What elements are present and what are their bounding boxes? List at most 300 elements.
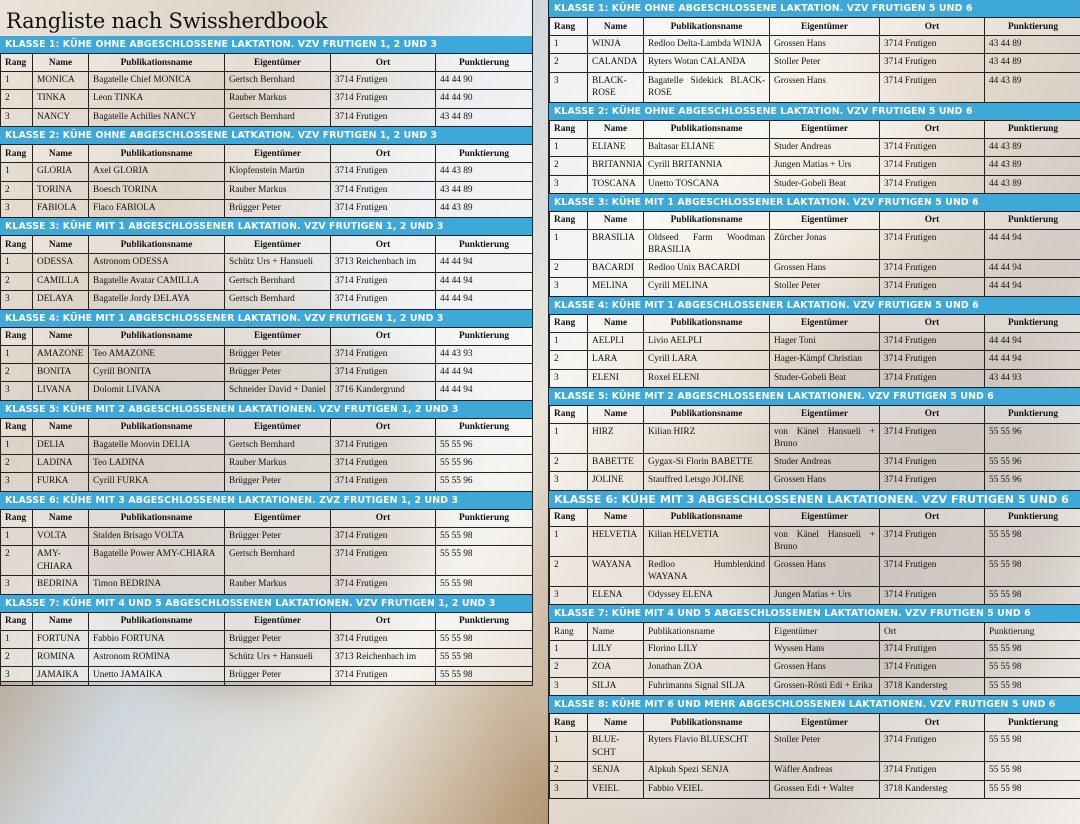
owner-header: Eigentümer — [225, 54, 331, 72]
table-row — [550, 472, 1080, 490]
rank-cell: 1 — [550, 332, 588, 350]
publication-name-cell: Leon TINKA — [89, 90, 225, 108]
location-cell: 3714 Frutigen — [880, 732, 985, 762]
score-cell: 44 43 89 — [436, 163, 533, 181]
section-title: KLASSE 7: KÜHE MIT 4 UND 5 ABGESCHLOSSENEN LAKTATIONEN. VZV FRUTIGEN 5 UND 6 — [549, 605, 1080, 622]
table-row — [1, 649, 533, 667]
owner-cell: Gertsch Bernhard — [225, 546, 331, 576]
location-header: Ort — [880, 211, 985, 229]
owner-cell: Brügger Peter — [225, 667, 331, 685]
name-header: Name — [33, 236, 89, 254]
score-cell: 55 55 96 — [985, 453, 1080, 471]
owner-cell: Schneider David + Daniel — [225, 382, 331, 400]
location-header: Ort — [331, 54, 436, 72]
table-row — [1, 546, 533, 576]
publication-name-cell: Fabbio VEIEL — [644, 780, 770, 798]
name-header: Name — [588, 18, 644, 36]
publication-name-cell: Kilian HELVETIA — [644, 526, 770, 556]
owner-cell: Schütz Urs + Hansueli — [225, 649, 331, 667]
rank-cell: 3 — [550, 586, 588, 604]
location-cell: 3714 Frutigen — [880, 229, 985, 259]
owner-cell: Brügger Peter — [225, 630, 331, 648]
publication-name-header: Publikationsname — [89, 236, 225, 254]
score-cell: 44 44 94 — [436, 272, 533, 290]
owner-header: Eigentümer — [225, 509, 331, 527]
owner-header: Eigentümer — [225, 145, 331, 163]
location-cell: 3714 Frutigen — [331, 181, 436, 199]
name-cell: HELVETIA — [588, 526, 644, 556]
owner-header: Eigentümer — [770, 623, 880, 641]
table-row — [1, 272, 533, 290]
class-section — [0, 492, 532, 595]
rank-cell: 2 — [1, 363, 33, 381]
location-cell: 3714 Frutigen — [331, 199, 436, 217]
publication-name-cell: Roxel ELENI — [644, 369, 770, 387]
name-cell: BLACK-ROSE — [588, 72, 644, 102]
publication-name-cell: Teo AMAZONE — [89, 345, 225, 363]
table-header-row — [1, 327, 533, 345]
table-row — [550, 762, 1080, 780]
rank-cell: 1 — [550, 641, 588, 659]
score-cell: 55 55 98 — [985, 556, 1080, 586]
table-header-row — [550, 623, 1080, 641]
name-header: Name — [33, 509, 89, 527]
location-cell: 3714 Frutigen — [880, 332, 985, 350]
score-cell: 55 55 98 — [436, 667, 533, 685]
location-header: Ort — [331, 418, 436, 436]
rank-cell: 1 — [1, 630, 33, 648]
owner-cell: Gertsch Bernhard — [225, 291, 331, 309]
location-cell: 3714 Frutigen — [331, 108, 436, 126]
location-cell: 3714 Frutigen — [331, 163, 436, 181]
name-cell: BABETTE — [588, 453, 644, 471]
table-header-row — [1, 612, 533, 630]
rank-cell: 2 — [550, 453, 588, 471]
publication-name-cell: Flaco FABIOLA — [89, 199, 225, 217]
publication-name-header: Publikationsname — [89, 327, 225, 345]
location-cell: 3714 Frutigen — [331, 72, 436, 90]
table-header-row — [1, 509, 533, 527]
rank-header: Rang — [1, 236, 33, 254]
ranking-table — [549, 211, 1080, 297]
owner-cell: Grossen Edi + Walter — [770, 780, 880, 798]
name-cell: ELIANE — [588, 138, 644, 156]
location-cell: 3714 Frutigen — [880, 641, 985, 659]
ranking-table — [549, 405, 1080, 491]
score-cell: 44 44 94 — [985, 332, 1080, 350]
location-cell: 3714 Frutigen — [331, 546, 436, 576]
table-header-row — [1, 145, 533, 163]
location-cell: 3714 Frutigen — [880, 278, 985, 296]
name-cell: AMAZONE — [33, 345, 89, 363]
table-row — [1, 72, 533, 90]
publication-name-cell: Cyrill FURKA — [89, 473, 225, 491]
rank-cell: 2 — [550, 259, 588, 277]
table-row — [1, 455, 533, 473]
name-cell: WAYANA — [588, 556, 644, 586]
publication-name-cell: Teo LADINA — [89, 455, 225, 473]
ranking-table — [549, 622, 1080, 696]
owner-cell: Grossen Hans — [770, 36, 880, 54]
score-cell: 55 55 98 — [985, 677, 1080, 695]
score-cell: 44 44 94 — [436, 291, 533, 309]
location-cell: 3713 Reichenbach im — [331, 254, 436, 272]
location-header: Ort — [331, 509, 436, 527]
class-section — [549, 605, 1080, 696]
rank-cell: 2 — [550, 762, 588, 780]
table-row — [550, 351, 1080, 369]
owner-cell: Grossen Hans — [770, 659, 880, 677]
location-cell: 3714 Frutigen — [880, 351, 985, 369]
publication-name-header: Publikationsname — [89, 418, 225, 436]
score-cell: 55 55 96 — [436, 436, 533, 454]
owner-cell: Zürcher Jonas — [770, 229, 880, 259]
table-row — [550, 423, 1080, 453]
publication-name-cell: Cyrill LARA — [644, 351, 770, 369]
publication-name-cell: Bagatelle Chief MONICA — [89, 72, 225, 90]
score-header: Punktierung — [985, 405, 1080, 423]
rank-header: Rang — [1, 145, 33, 163]
name-cell: ROMINA — [33, 649, 89, 667]
table-row — [550, 138, 1080, 156]
owner-cell: Studer Andreas — [770, 138, 880, 156]
location-cell: 3714 Frutigen — [880, 453, 985, 471]
rank-cell: 3 — [550, 677, 588, 695]
section-title: KLASSE 8: KÜHE MIT 6 UND MEHR ABGESCHLOSSENEN LAKTATIONEN. VZV FRUTIGEN 5 UND 6 — [549, 696, 1080, 713]
rank-header: Rang — [1, 418, 33, 436]
publication-name-cell: Bagatelle Avatar CAMILLA — [89, 272, 225, 290]
name-cell: CALANDA — [588, 54, 644, 72]
score-cell: 55 55 98 — [985, 526, 1080, 556]
name-cell: JAMAIKA — [33, 667, 89, 685]
owner-cell: Gertsch Bernhard — [225, 436, 331, 454]
score-cell: 44 43 89 — [436, 199, 533, 217]
rank-header: Rang — [550, 211, 588, 229]
name-cell: LILY — [588, 641, 644, 659]
owner-cell: von Känel Hansueli + Bruno — [770, 526, 880, 556]
class-section — [0, 218, 532, 309]
owner-cell: Grossen Hans — [770, 72, 880, 102]
class-section — [549, 491, 1080, 605]
name-header: Name — [33, 54, 89, 72]
name-cell: BLUE-SCHT — [588, 732, 644, 762]
section-title: KLASSE 2: KÜHE OHNE ABGESCHLOSSENE LATKATION. VZV FRUTIGEN 1, 2 UND 3 — [0, 127, 532, 144]
owner-cell: Stoller Peter — [770, 732, 880, 762]
class-section — [0, 310, 532, 401]
rank-header: Rang — [1, 612, 33, 630]
rank-cell: 3 — [550, 369, 588, 387]
section-title: KLASSE 4: KÜHE MIT 1 ABGESCHLOSSENER LAKTATION. VZV FRUTIGEN 1, 2 UND 3 — [0, 310, 532, 327]
score-cell: 43 44 93 — [985, 369, 1080, 387]
location-header: Ort — [880, 714, 985, 732]
table-row — [1, 576, 533, 594]
location-cell: 3714 Frutigen — [880, 138, 985, 156]
class-section — [549, 388, 1080, 491]
owner-cell: Wyssen Hans — [770, 641, 880, 659]
rank-cell: 1 — [550, 526, 588, 556]
score-cell: 55 55 98 — [985, 659, 1080, 677]
publication-name-cell: Unetto JAMAIKA — [89, 667, 225, 685]
ranking-table — [549, 120, 1080, 194]
owner-cell: Studer Andreas — [770, 453, 880, 471]
publication-name-cell: Bagatelle Sidekick BLACK-ROSE — [644, 72, 770, 102]
name-cell: SENJA — [588, 762, 644, 780]
score-header: Punktierung — [436, 612, 533, 630]
publication-name-header: Publikationsname — [644, 714, 770, 732]
table-header-row — [550, 211, 1080, 229]
score-cell: 55 55 98 — [985, 586, 1080, 604]
rank-cell: 3 — [550, 472, 588, 490]
location-cell: 3718 Kandersteg — [880, 677, 985, 695]
owner-cell: Rauber Markus — [225, 181, 331, 199]
rank-cell: 2 — [1, 455, 33, 473]
name-cell: SILJA — [588, 677, 644, 695]
rank-cell: 1 — [1, 72, 33, 90]
rank-cell: 1 — [1, 345, 33, 363]
name-cell: BEDRINA — [33, 576, 89, 594]
name-cell: BACARDI — [588, 259, 644, 277]
publication-name-header: Publikationsname — [644, 508, 770, 526]
score-header: Punktierung — [985, 623, 1080, 641]
owner-header: Eigentümer — [770, 714, 880, 732]
right-column — [548, 0, 1080, 824]
rank-cell: 3 — [1, 291, 33, 309]
ranking-table — [549, 713, 1080, 799]
rank-header: Rang — [550, 120, 588, 138]
table-row — [1, 199, 533, 217]
owner-cell: Schütz Urs + Hansueli — [225, 254, 331, 272]
rank-cell: 1 — [1, 436, 33, 454]
publication-name-cell: Redloo Humblenkind WAYANA — [644, 556, 770, 586]
rank-cell: 3 — [550, 780, 588, 798]
location-cell: 3714 Frutigen — [880, 369, 985, 387]
owner-cell: Studer-Gobeli Beat — [770, 369, 880, 387]
name-cell: TINKA — [33, 90, 89, 108]
table-row — [1, 363, 533, 381]
table-row — [550, 732, 1080, 762]
table-row — [550, 556, 1080, 586]
ranking-table — [0, 235, 533, 309]
table-header-row — [550, 714, 1080, 732]
table-header-row — [1, 236, 533, 254]
table-header-row — [550, 18, 1080, 36]
name-cell: VEIEL — [588, 780, 644, 798]
rank-cell: 2 — [550, 54, 588, 72]
ranking-table — [0, 418, 533, 492]
class-section — [549, 103, 1080, 194]
location-header: Ort — [880, 623, 985, 641]
location-cell: 3714 Frutigen — [880, 762, 985, 780]
table-row — [1, 108, 533, 126]
name-cell: ELENA — [588, 586, 644, 604]
name-cell: TORINA — [33, 181, 89, 199]
rank-header: Rang — [1, 327, 33, 345]
publication-name-cell: Bagatelle Power AMY-CHIARA — [89, 546, 225, 576]
publication-name-cell: Redloo Unix BACARDI — [644, 259, 770, 277]
class-section — [0, 401, 532, 492]
table-row — [1, 436, 533, 454]
name-cell: NANCY — [33, 108, 89, 126]
name-header: Name — [588, 211, 644, 229]
score-header: Punktierung — [985, 120, 1080, 138]
name-header: Name — [33, 145, 89, 163]
name-cell: ZOA — [588, 659, 644, 677]
name-cell: FURKA — [33, 473, 89, 491]
location-cell: 3714 Frutigen — [880, 659, 985, 677]
table-row — [1, 527, 533, 545]
location-cell: 3714 Frutigen — [331, 90, 436, 108]
table-row — [550, 659, 1080, 677]
table-row — [550, 780, 1080, 798]
table-row — [550, 278, 1080, 296]
table-row — [550, 677, 1080, 695]
score-cell: 55 55 96 — [985, 423, 1080, 453]
score-header: Punktierung — [985, 714, 1080, 732]
score-cell: 44 44 94 — [985, 351, 1080, 369]
score-header: Punktierung — [436, 54, 533, 72]
location-header: Ort — [880, 314, 985, 332]
table-row — [550, 641, 1080, 659]
owner-cell: Brügger Peter — [225, 527, 331, 545]
publication-name-cell: Ryters Wotan CALANDA — [644, 54, 770, 72]
name-cell: ELENI — [588, 369, 644, 387]
score-header: Punktierung — [436, 509, 533, 527]
location-cell: 3714 Frutigen — [880, 526, 985, 556]
score-cell: 44 44 90 — [436, 72, 533, 90]
class-section — [549, 0, 1080, 103]
score-cell: 55 55 98 — [436, 546, 533, 576]
class-section — [0, 36, 532, 127]
publication-name-cell: Bagatelle Achilles NANCY — [89, 108, 225, 126]
publication-name-cell: Florino LILY — [644, 641, 770, 659]
score-cell: 44 43 89 — [985, 138, 1080, 156]
publication-name-cell: Dolomit LIVANA — [89, 382, 225, 400]
location-header: Ort — [880, 18, 985, 36]
owner-cell: Brügger Peter — [225, 199, 331, 217]
publication-name-header: Publikationsname — [644, 18, 770, 36]
publication-name-cell: Oldseed Farm Woodman BRASILIA — [644, 229, 770, 259]
publication-name-cell: Fuhrimanns Signal SILJA — [644, 677, 770, 695]
location-cell: 3714 Frutigen — [331, 630, 436, 648]
rank-cell: 1 — [550, 138, 588, 156]
score-cell: 44 43 89 — [985, 157, 1080, 175]
score-cell: 43 44 89 — [436, 108, 533, 126]
publication-name-cell: Cyrill BONITA — [89, 363, 225, 381]
owner-cell: Stoller Peter — [770, 54, 880, 72]
publication-name-header: Publikationsname — [644, 120, 770, 138]
table-row — [550, 453, 1080, 471]
name-header: Name — [588, 714, 644, 732]
location-cell: 3714 Frutigen — [880, 54, 985, 72]
table-row — [1, 473, 533, 491]
publication-name-cell: Alpkuh Spezi SENJA — [644, 762, 770, 780]
class-section — [549, 297, 1080, 388]
publication-name-cell: Fabbio FORTUNA — [89, 630, 225, 648]
owner-cell: Brügger Peter — [225, 345, 331, 363]
location-cell: 3714 Frutigen — [880, 556, 985, 586]
location-cell: 3714 Frutigen — [331, 363, 436, 381]
name-header: Name — [588, 314, 644, 332]
score-cell: 43 44 89 — [985, 36, 1080, 54]
name-cell: CAMILLA — [33, 272, 89, 290]
name-cell: BRASILIA — [588, 229, 644, 259]
ranking-table — [549, 314, 1080, 388]
publication-name-cell: Cyrill BRITANNIA — [644, 157, 770, 175]
name-cell: JOLINE — [588, 472, 644, 490]
owner-header: Eigentümer — [225, 418, 331, 436]
score-cell: 55 55 98 — [985, 732, 1080, 762]
name-cell: FABIOLA — [33, 199, 89, 217]
score-cell: 55 55 96 — [436, 455, 533, 473]
publication-name-cell: Bagatelle Jordy DELAYA — [89, 291, 225, 309]
rank-cell: 1 — [550, 229, 588, 259]
score-cell: 44 43 89 — [985, 175, 1080, 193]
table-row — [550, 369, 1080, 387]
name-cell: VOLTA — [33, 527, 89, 545]
owner-header: Eigentümer — [225, 327, 331, 345]
score-cell: 44 44 94 — [436, 363, 533, 381]
table-header-row — [550, 120, 1080, 138]
rank-cell: 2 — [1, 272, 33, 290]
rank-header: Rang — [1, 54, 33, 72]
publication-name-cell: Gygax-Si Florin BABETTE — [644, 453, 770, 471]
score-header: Punktierung — [985, 314, 1080, 332]
class-section — [0, 127, 532, 218]
rank-cell: 3 — [1, 382, 33, 400]
publication-name-header: Publikationsname — [89, 54, 225, 72]
score-cell: 55 55 98 — [985, 641, 1080, 659]
owner-header: Eigentümer — [770, 405, 880, 423]
location-cell: 3718 Kandersteg — [880, 780, 985, 798]
ranking-table — [0, 327, 533, 401]
score-cell: 43 44 89 — [985, 54, 1080, 72]
rank-cell: 1 — [1, 254, 33, 272]
section-title: KLASSE 5: KÜHE MIT 2 ABGESCHLOSSENEN LAKTATIONEN. VZV FRUTIGEN 5 UND 6 — [549, 388, 1080, 405]
section-title: KLASSE 4: KÜHE MIT 1 ABGESCHLOSSENER LAKTATION. VZV FRUTIGEN 5 UND 6 — [549, 297, 1080, 314]
rank-cell: 1 — [550, 732, 588, 762]
name-cell: FORTUNA — [33, 630, 89, 648]
owner-cell: Jungen Matias + Urs — [770, 586, 880, 604]
table-row — [550, 157, 1080, 175]
score-cell: 44 44 94 — [985, 229, 1080, 259]
location-cell: 3713 Reichenbach im — [331, 649, 436, 667]
rank-cell: 3 — [550, 175, 588, 193]
score-header: Punktierung — [985, 211, 1080, 229]
ranking-table — [0, 509, 533, 595]
rank-cell: 1 — [1, 163, 33, 181]
owner-cell: Gertsch Bernhard — [225, 108, 331, 126]
rank-cell: 2 — [1, 546, 33, 576]
owner-cell: Grossen-Rösti Edi + Erika — [770, 677, 880, 695]
rank-header: Rang — [550, 508, 588, 526]
name-header: Name — [33, 612, 89, 630]
name-header: Name — [588, 508, 644, 526]
name-header: Name — [588, 120, 644, 138]
name-cell: BONITA — [33, 363, 89, 381]
ranking-table — [0, 53, 533, 127]
publication-name-cell: Livio AELPLI — [644, 332, 770, 350]
rank-cell: 2 — [550, 351, 588, 369]
location-cell: 3714 Frutigen — [331, 436, 436, 454]
table-row — [550, 332, 1080, 350]
name-cell: BRITANNIA — [588, 157, 644, 175]
score-cell: 44 44 94 — [436, 382, 533, 400]
section-title: KLASSE 6: KÜHE MIT 3 ABGESCHLOSSENEN LAKTATIONEN. ZVZ FRUTIGEN 1, 2 UND 3 — [0, 492, 532, 509]
owner-cell: Grossen Hans — [770, 259, 880, 277]
location-cell: 3714 Frutigen — [880, 586, 985, 604]
owner-header: Eigentümer — [770, 18, 880, 36]
location-cell: 3714 Frutigen — [331, 272, 436, 290]
